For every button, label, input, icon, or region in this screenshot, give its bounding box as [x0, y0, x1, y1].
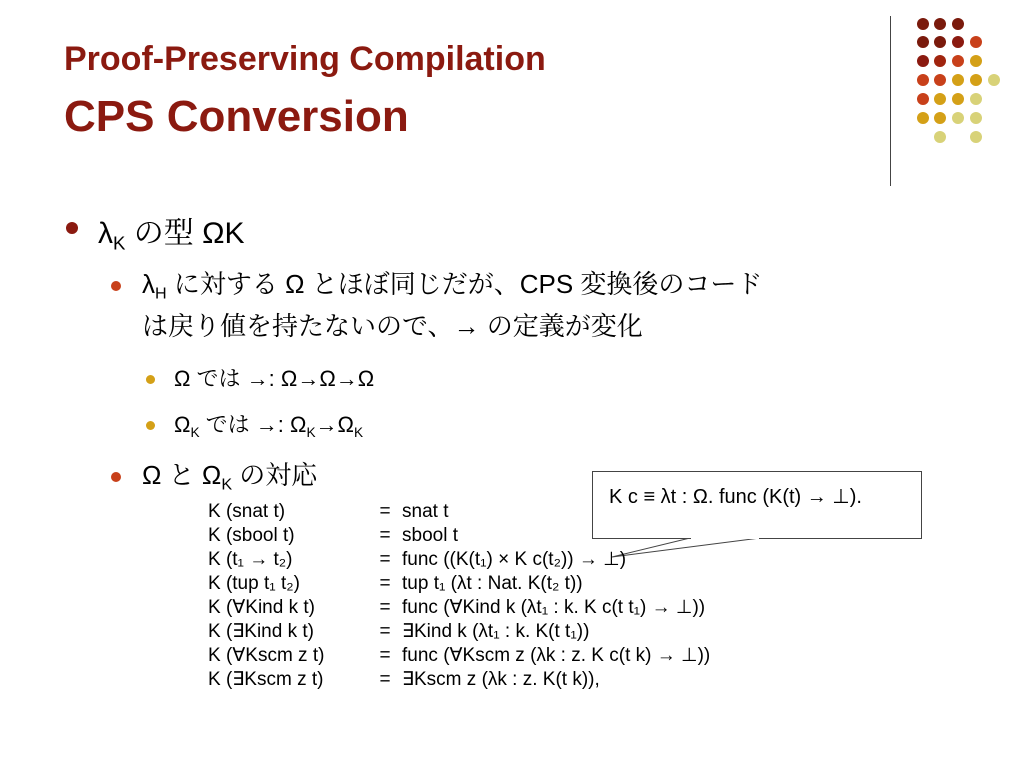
equation-rhs: ∃Kscm z (λk : z. K(t k)), [402, 669, 600, 690]
bullet-text: →Ω [315, 412, 354, 437]
subscript: K [190, 424, 200, 440]
equals-sign: = [379, 669, 391, 690]
equation-lhs: K (tup t₁ t₂) [208, 573, 300, 594]
equation-rhs: snat t [402, 501, 449, 522]
equation-row [208, 668, 710, 692]
equation-row [208, 596, 710, 620]
equation-rhs: ∃Kind k (λt₁ : k. K(t t₁)) [402, 621, 590, 642]
equation-rhs: func (∀Kscm z (λk : z. K c(t k) → ⊥)) [402, 645, 711, 666]
subscript: K [221, 475, 233, 494]
cps-conversion-equations [208, 500, 710, 692]
equals-sign: = [379, 525, 391, 546]
slide-title: Proof-Preserving Compilation [64, 40, 546, 78]
equation-row [208, 500, 710, 524]
slide-subtitle: CPS Conversion [64, 92, 409, 141]
equation-lhs: K (∃Kscm z t) [208, 669, 324, 690]
subscript: H [155, 284, 167, 303]
bullet-text: Ω [174, 412, 191, 437]
equation-row [208, 524, 710, 548]
equation-lhs: K (t₁ → t₂) [208, 549, 293, 570]
equation-row [208, 572, 710, 596]
callout-definition: K c ≡ λt : Ω. func (K(t) → ⊥). [609, 486, 862, 508]
bullet-text: では →: Ω [199, 412, 307, 437]
equation-row [208, 644, 710, 668]
equals-sign: = [379, 621, 391, 642]
equals-sign: = [379, 501, 391, 522]
bullet-text: の対応 [232, 460, 318, 490]
bullet-continuation: は戻り値を持たないので、→ の定義が変化 [142, 311, 643, 341]
equation-rhs: tup t₁ (λt : Nat. K(t₂ t)) [402, 573, 583, 594]
equation-row [208, 548, 710, 572]
subscript: K [113, 232, 126, 254]
equation-rhs: func ((K(t₁) × K c(t₂)) → ⊥) [402, 549, 627, 570]
equation-row [208, 620, 710, 644]
bullet-text: λ [142, 269, 155, 299]
equation-rhs: func (∀Kind k (λt₁ : k. K c(t t₁) → ⊥)) [402, 597, 706, 618]
bullet-text: の型 ΩK [125, 217, 245, 250]
equals-sign: = [379, 549, 391, 570]
bullet-text: λ [98, 217, 113, 250]
subscript: K [354, 424, 364, 440]
equation-lhs: K (sbool t) [208, 525, 295, 546]
bullet-text: Ω と Ω [142, 460, 222, 490]
equals-sign: = [379, 597, 391, 618]
equation-lhs: K (∀Kind k t) [208, 597, 315, 618]
equation-lhs: K (snat t) [208, 501, 286, 522]
equation-lhs: K (∀Kscm z t) [208, 645, 325, 666]
bullet-omega-arrow: Ω では →: Ω→Ω→Ω [174, 366, 375, 391]
subscript: K [306, 424, 316, 440]
equation-rhs: sbool t [402, 525, 458, 546]
equals-sign: = [379, 645, 391, 666]
equals-sign: = [379, 573, 391, 594]
equation-lhs: K (∃Kind k t) [208, 621, 314, 642]
bullet-text: に対する Ω とほぼ同じだが、CPS 変換後のコード [166, 269, 763, 299]
